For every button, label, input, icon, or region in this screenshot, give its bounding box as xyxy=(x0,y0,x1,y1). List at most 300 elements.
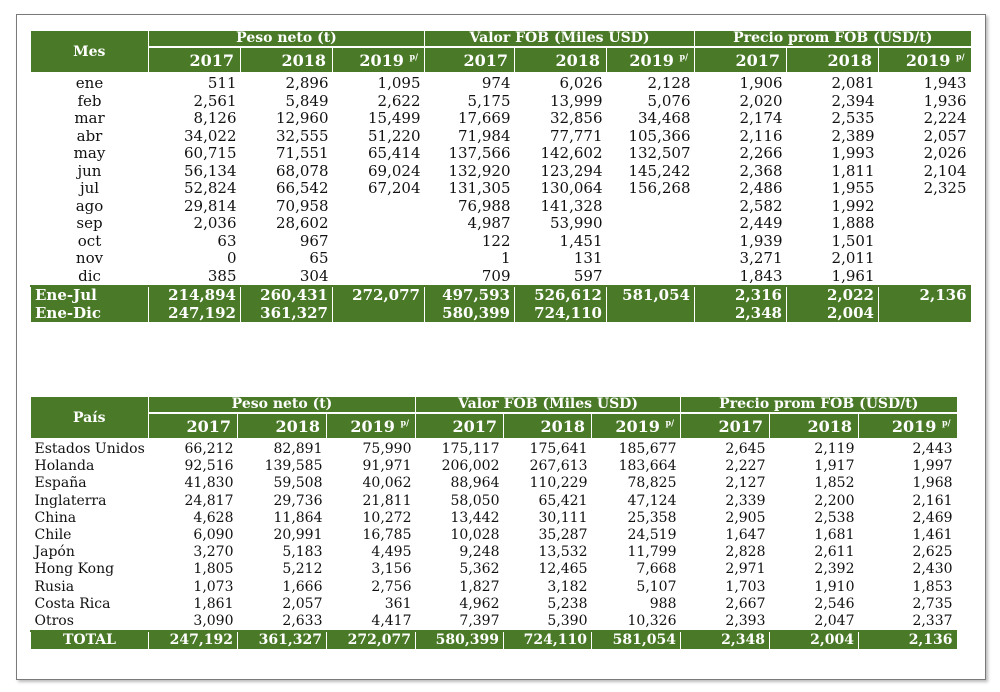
row-label: dic xyxy=(78,267,101,285)
value-cell: 1,853 xyxy=(912,578,953,595)
value-cell: 2,735 xyxy=(912,595,953,612)
value-cell: 2,430 xyxy=(912,561,953,578)
total-value: 2,316 xyxy=(695,286,787,305)
value-cell: 56,134 xyxy=(184,162,237,180)
value-cell: 1,703 xyxy=(725,578,766,595)
row-label: abr xyxy=(76,127,103,145)
row-label: sep xyxy=(76,215,103,233)
row-label: Hong Kong xyxy=(34,561,115,578)
value-cell: 2,081 xyxy=(831,74,875,93)
value-cell: 709 xyxy=(481,267,511,285)
value-cell: 60,715 xyxy=(184,145,237,163)
value-cell xyxy=(333,215,425,233)
value-cell: 2,486 xyxy=(739,180,783,198)
value-cell: 66,212 xyxy=(184,441,234,458)
value-cell: 65,414 xyxy=(368,145,421,163)
value-cell: 21,811 xyxy=(362,492,412,509)
value-cell: 71,551 xyxy=(276,145,329,163)
value-cell: 2,119 xyxy=(814,441,855,458)
month-row xyxy=(31,93,971,111)
value-cell: 1,939 xyxy=(739,232,783,250)
value-cell: 2,227 xyxy=(725,458,766,475)
value-cell: 1,888 xyxy=(831,215,875,233)
value-cell: 4,628 xyxy=(193,509,234,526)
value-cell: 2,325 xyxy=(923,180,967,198)
value-cell: 1,910 xyxy=(814,578,855,595)
value-cell: 3,182 xyxy=(547,578,588,595)
year-header: 2019 $^{p/}$ xyxy=(592,413,681,438)
value-cell: 2,047 xyxy=(814,612,855,629)
value-cell: 2,116 xyxy=(739,127,783,145)
value-cell: 1,805 xyxy=(193,561,234,578)
row-label: mar xyxy=(74,110,105,128)
total-label: Ene-Dic xyxy=(31,305,149,323)
value-cell: 3,156 xyxy=(371,561,412,578)
total-value: 724,110 xyxy=(515,305,607,323)
value-cell: 5,175 xyxy=(467,92,511,110)
value-cell: 139,585 xyxy=(264,458,323,475)
row-label: oct xyxy=(77,232,102,250)
value-cell: 2,368 xyxy=(739,162,783,180)
value-cell: 2,393 xyxy=(725,612,766,629)
total-value: 247,192 xyxy=(149,305,241,323)
group-header-avg-price: Precio prom FOB (USD/t) xyxy=(681,397,957,413)
value-cell: 105,366 xyxy=(628,127,691,145)
total-value: 724,110 xyxy=(504,631,592,649)
value-cell: 11,864 xyxy=(273,509,323,526)
value-cell: 2,756 xyxy=(371,578,412,595)
value-cell: 4,987 xyxy=(467,215,511,233)
value-cell: 2,036 xyxy=(193,215,237,233)
value-cell: 5,849 xyxy=(285,92,329,110)
country-row xyxy=(31,596,957,613)
row-label: may xyxy=(73,145,106,163)
value-cell: 3,271 xyxy=(739,250,783,268)
preliminary-mark: p/ xyxy=(679,51,688,62)
value-cell xyxy=(607,215,695,233)
preliminary-mark: p/ xyxy=(942,417,951,428)
value-cell: 1,955 xyxy=(831,180,875,198)
value-cell: 145,242 xyxy=(628,162,691,180)
value-cell: 142,602 xyxy=(540,145,603,163)
year-header: 2019 $^{p/}$ xyxy=(859,413,957,438)
value-cell xyxy=(333,233,425,251)
country-exports-table xyxy=(30,397,957,649)
group-header-fob-value: Valor FOB (Miles USD) xyxy=(416,397,681,413)
value-cell: 1,997 xyxy=(912,458,953,475)
value-cell: 2,905 xyxy=(725,509,766,526)
value-cell: 2,026 xyxy=(923,145,967,163)
row-label: Inglaterra xyxy=(34,492,107,509)
year-header: 2017 xyxy=(681,413,770,438)
value-cell: 10,272 xyxy=(362,509,412,526)
value-cell: 131 xyxy=(573,250,603,268)
value-cell: 2,389 xyxy=(831,127,875,145)
year-header: 2019 $^{p/}$ xyxy=(333,47,425,72)
value-cell: 2,449 xyxy=(739,215,783,233)
month-row xyxy=(31,72,971,93)
total-value: 2,348 xyxy=(695,305,787,323)
value-cell: 4,962 xyxy=(459,595,500,612)
year-header: 2018 xyxy=(787,47,879,72)
year-header: 2018 xyxy=(241,47,333,72)
value-cell: 2,469 xyxy=(912,509,953,526)
value-cell: 2,546 xyxy=(814,595,855,612)
row-label: Japón xyxy=(34,544,75,561)
total-value: 2,004 xyxy=(787,305,879,323)
value-cell: 76,988 xyxy=(458,197,511,215)
value-cell: 2,667 xyxy=(725,595,766,612)
value-cell: 597 xyxy=(573,267,603,285)
value-cell: 2,057 xyxy=(282,595,323,612)
row-label: España xyxy=(34,475,87,492)
value-cell: 51,220 xyxy=(368,127,421,145)
value-cell: 385 xyxy=(207,267,237,285)
year-header: 2017 xyxy=(416,413,504,438)
row-label: jun xyxy=(77,162,102,180)
value-cell: 132,920 xyxy=(448,162,511,180)
value-cell: 1,906 xyxy=(739,74,783,93)
total-label: TOTAL xyxy=(31,631,149,649)
value-cell: 4,417 xyxy=(371,612,412,629)
year-header: 2017 xyxy=(695,47,787,72)
value-cell: 12,960 xyxy=(276,110,329,128)
group-header-weight: Peso neto (t) xyxy=(149,397,416,413)
value-cell: 47,124 xyxy=(627,492,677,509)
month-row xyxy=(31,145,971,163)
value-cell: 1,647 xyxy=(725,527,766,544)
row-label: jul xyxy=(79,180,100,198)
value-cell: 82,891 xyxy=(273,441,323,458)
value-cell: 1,811 xyxy=(831,162,875,180)
value-cell: 2,611 xyxy=(814,544,855,561)
value-cell: 4,495 xyxy=(371,544,412,561)
preliminary-mark: p/ xyxy=(400,417,409,428)
year-header: 2017 xyxy=(149,413,238,438)
value-cell: 40,062 xyxy=(362,475,412,492)
row-label: Chile xyxy=(34,527,72,544)
value-cell: 1,992 xyxy=(831,197,875,215)
value-cell: 267,613 xyxy=(529,458,588,475)
value-cell: 65 xyxy=(309,250,329,268)
total-value xyxy=(879,305,971,323)
value-cell: 967 xyxy=(299,232,329,250)
value-cell: 2,538 xyxy=(814,509,855,526)
value-cell: 17,669 xyxy=(458,110,511,128)
value-cell: 7,397 xyxy=(459,612,500,629)
value-cell: 2,582 xyxy=(739,197,783,215)
value-cell: 5,076 xyxy=(647,92,691,110)
total-row xyxy=(31,631,957,649)
value-cell: 2,128 xyxy=(647,74,691,93)
value-cell xyxy=(879,250,971,268)
preliminary-mark: p/ xyxy=(956,51,965,62)
value-cell: 1,681 xyxy=(814,527,855,544)
value-cell: 511 xyxy=(207,74,237,93)
value-cell: 6,090 xyxy=(193,527,234,544)
year-header: 2019 $^{p/}$ xyxy=(327,413,416,438)
value-cell: 58,050 xyxy=(450,492,500,509)
month-header: Mes xyxy=(31,31,149,72)
value-cell: 59,508 xyxy=(273,475,323,492)
value-cell: 10,326 xyxy=(627,612,677,629)
value-cell: 175,641 xyxy=(529,441,588,458)
value-cell: 131,305 xyxy=(448,180,511,198)
total-value: 2,022 xyxy=(787,286,879,305)
country-row xyxy=(31,493,957,510)
total-value: 247,192 xyxy=(149,631,238,649)
value-cell: 66,542 xyxy=(276,180,329,198)
value-cell: 183,664 xyxy=(618,458,677,475)
row-label: ene xyxy=(75,74,104,93)
value-cell: 15,499 xyxy=(368,110,421,128)
value-cell: 75,990 xyxy=(362,441,412,458)
row-label: nov xyxy=(75,250,104,268)
value-cell: 2,828 xyxy=(725,544,766,561)
value-cell: 130,064 xyxy=(540,180,603,198)
value-cell: 25,358 xyxy=(627,509,677,526)
year-header: 2018 xyxy=(515,47,607,72)
total-value xyxy=(333,305,425,323)
row-label: Estados Unidos xyxy=(34,441,145,458)
value-cell: 6,026 xyxy=(559,74,603,93)
group-header-avg-price: Precio prom FOB (USD/t) xyxy=(695,31,971,47)
value-cell: 2,971 xyxy=(725,561,766,578)
value-cell: 1,917 xyxy=(814,458,855,475)
total-value: 2,136 xyxy=(859,631,957,649)
value-cell: 2,104 xyxy=(923,162,967,180)
value-cell xyxy=(879,215,971,233)
value-cell: 2,625 xyxy=(912,544,953,561)
value-cell: 2,057 xyxy=(923,127,967,145)
month-row xyxy=(31,163,971,181)
value-cell: 122 xyxy=(481,232,511,250)
value-cell: 5,362 xyxy=(459,561,500,578)
value-cell xyxy=(607,198,695,216)
value-cell xyxy=(607,233,695,251)
year-header: 2017 xyxy=(425,47,515,72)
value-cell: 2,127 xyxy=(725,475,766,492)
year-header: 2017 xyxy=(149,47,241,72)
value-cell: 5,212 xyxy=(282,561,323,578)
value-cell: 2,535 xyxy=(831,110,875,128)
row-label: Rusia xyxy=(34,578,75,595)
value-cell: 5,390 xyxy=(547,612,588,629)
value-cell: 29,814 xyxy=(184,197,237,215)
value-cell: 3,090 xyxy=(193,612,234,629)
value-cell: 1,501 xyxy=(831,232,875,250)
value-cell: 78,825 xyxy=(627,475,677,492)
value-cell: 2,011 xyxy=(831,250,875,268)
month-row xyxy=(31,215,971,233)
value-cell: 2,224 xyxy=(923,110,967,128)
year-header: 2018 xyxy=(770,413,859,438)
value-cell: 1,943 xyxy=(923,74,967,93)
value-cell: 3,270 xyxy=(193,544,234,561)
total-value xyxy=(607,305,695,323)
value-cell: 10,028 xyxy=(450,527,500,544)
value-cell: 5,183 xyxy=(282,544,323,561)
year-header: 2018 xyxy=(504,413,592,438)
value-cell: 2,266 xyxy=(739,145,783,163)
total-value: 2,136 xyxy=(879,286,971,305)
value-cell: 41,830 xyxy=(184,475,234,492)
value-cell: 0 xyxy=(226,250,237,268)
value-cell: 32,856 xyxy=(550,110,603,128)
row-label: ago xyxy=(75,197,104,215)
value-cell: 123,294 xyxy=(540,162,603,180)
row-label: Otros xyxy=(34,612,74,629)
group-header-weight: Peso neto (t) xyxy=(149,31,425,47)
total-value: 361,327 xyxy=(241,305,333,323)
country-row xyxy=(31,475,957,492)
country-row xyxy=(31,438,957,458)
country-row xyxy=(31,527,957,544)
value-cell: 34,022 xyxy=(184,127,237,145)
value-cell: 1,451 xyxy=(559,232,603,250)
month-row xyxy=(31,110,971,128)
value-cell: 9,248 xyxy=(459,544,500,561)
total-value: 580,399 xyxy=(425,305,515,323)
value-cell: 1,843 xyxy=(739,267,783,285)
value-cell: 88,964 xyxy=(450,475,500,492)
value-cell: 1,968 xyxy=(912,475,953,492)
value-cell: 32,555 xyxy=(276,127,329,145)
country-row xyxy=(31,458,957,475)
value-cell: 2,622 xyxy=(377,92,421,110)
value-cell: 69,024 xyxy=(368,162,421,180)
value-cell: 63 xyxy=(217,232,237,250)
month-row xyxy=(31,128,971,146)
value-cell: 67,204 xyxy=(368,180,421,198)
value-cell xyxy=(607,268,695,287)
value-cell: 52,824 xyxy=(184,180,237,198)
month-row xyxy=(31,198,971,216)
year-header: 2019 $^{p/}$ xyxy=(879,47,971,72)
value-cell: 2,337 xyxy=(912,612,953,629)
value-cell: 1,461 xyxy=(912,527,953,544)
value-cell: 2,174 xyxy=(739,110,783,128)
value-cell: 28,602 xyxy=(276,215,329,233)
value-cell xyxy=(333,250,425,268)
value-cell: 2,020 xyxy=(739,92,783,110)
month-row xyxy=(31,250,971,268)
value-cell: 1,936 xyxy=(923,92,967,110)
value-cell: 2,645 xyxy=(725,441,766,458)
value-cell: 988 xyxy=(649,595,677,612)
total-value: 580,399 xyxy=(416,631,504,649)
value-cell: 20,991 xyxy=(273,527,323,544)
total-row xyxy=(31,286,971,305)
country-row xyxy=(31,544,957,561)
value-cell: 361 xyxy=(384,595,412,612)
country-row xyxy=(31,561,957,578)
value-cell: 175,117 xyxy=(441,441,500,458)
total-value: 272,077 xyxy=(333,286,425,305)
value-cell xyxy=(879,268,971,287)
total-value: 497,593 xyxy=(425,286,515,305)
value-cell xyxy=(607,250,695,268)
value-cell: 2,896 xyxy=(285,74,329,93)
value-cell: 1,095 xyxy=(377,74,421,93)
value-cell: 1,861 xyxy=(193,595,234,612)
value-cell: 1,993 xyxy=(831,145,875,163)
total-value: 2,004 xyxy=(770,631,859,649)
value-cell: 1,852 xyxy=(814,475,855,492)
row-label: Costa Rica xyxy=(34,595,111,612)
month-row xyxy=(31,268,971,287)
value-cell: 13,532 xyxy=(538,544,588,561)
year-header: 2019 $^{p/}$ xyxy=(607,47,695,72)
value-cell: 304 xyxy=(299,267,329,285)
value-cell: 2,161 xyxy=(912,492,953,509)
value-cell: 91,971 xyxy=(362,458,412,475)
value-cell: 53,990 xyxy=(550,215,603,233)
value-cell: 2,392 xyxy=(814,561,855,578)
value-cell: 1,961 xyxy=(831,267,875,285)
value-cell: 34,468 xyxy=(638,110,691,128)
value-cell xyxy=(333,268,425,287)
group-header-fob-value: Valor FOB (Miles USD) xyxy=(425,31,695,47)
value-cell: 185,677 xyxy=(618,441,677,458)
value-cell: 71,984 xyxy=(458,127,511,145)
country-header: País xyxy=(31,397,149,438)
value-cell: 1 xyxy=(500,250,511,268)
total-value: 581,054 xyxy=(592,631,681,649)
month-row xyxy=(31,233,971,251)
value-cell: 132,507 xyxy=(628,145,691,163)
total-value: 361,327 xyxy=(238,631,327,649)
value-cell: 7,668 xyxy=(636,561,677,578)
value-cell xyxy=(879,233,971,251)
value-cell: 13,442 xyxy=(450,509,500,526)
country-row xyxy=(31,579,957,596)
total-label: Ene-Jul xyxy=(31,286,149,305)
value-cell: 206,002 xyxy=(441,458,500,475)
value-cell: 2,339 xyxy=(725,492,766,509)
month-row xyxy=(31,180,971,198)
total-value: 2,348 xyxy=(681,631,770,649)
value-cell: 35,287 xyxy=(538,527,588,544)
total-value: 214,894 xyxy=(149,286,241,305)
value-cell: 1,827 xyxy=(459,578,500,595)
row-label: China xyxy=(34,509,77,526)
value-cell: 24,817 xyxy=(184,492,234,509)
value-cell: 16,785 xyxy=(362,527,412,544)
preliminary-mark: p/ xyxy=(409,51,418,62)
value-cell: 137,566 xyxy=(448,145,511,163)
value-cell: 70,958 xyxy=(276,197,329,215)
value-cell: 1,073 xyxy=(193,578,234,595)
row-label: Holanda xyxy=(34,458,95,475)
total-value: 581,054 xyxy=(607,286,695,305)
value-cell: 2,561 xyxy=(193,92,237,110)
value-cell: 24,519 xyxy=(627,527,677,544)
country-row xyxy=(31,613,957,631)
country-row xyxy=(31,510,957,527)
value-cell: 1,666 xyxy=(282,578,323,595)
value-cell: 2,633 xyxy=(282,612,323,629)
value-cell: 974 xyxy=(481,74,511,93)
year-header: 2018 xyxy=(238,413,327,438)
total-value: 260,431 xyxy=(241,286,333,305)
value-cell: 8,126 xyxy=(193,110,237,128)
monthly-exports-table xyxy=(30,31,971,322)
value-cell: 12,465 xyxy=(538,561,588,578)
value-cell: 68,078 xyxy=(276,162,329,180)
value-cell: 5,107 xyxy=(636,578,677,595)
value-cell: 2,200 xyxy=(814,492,855,509)
